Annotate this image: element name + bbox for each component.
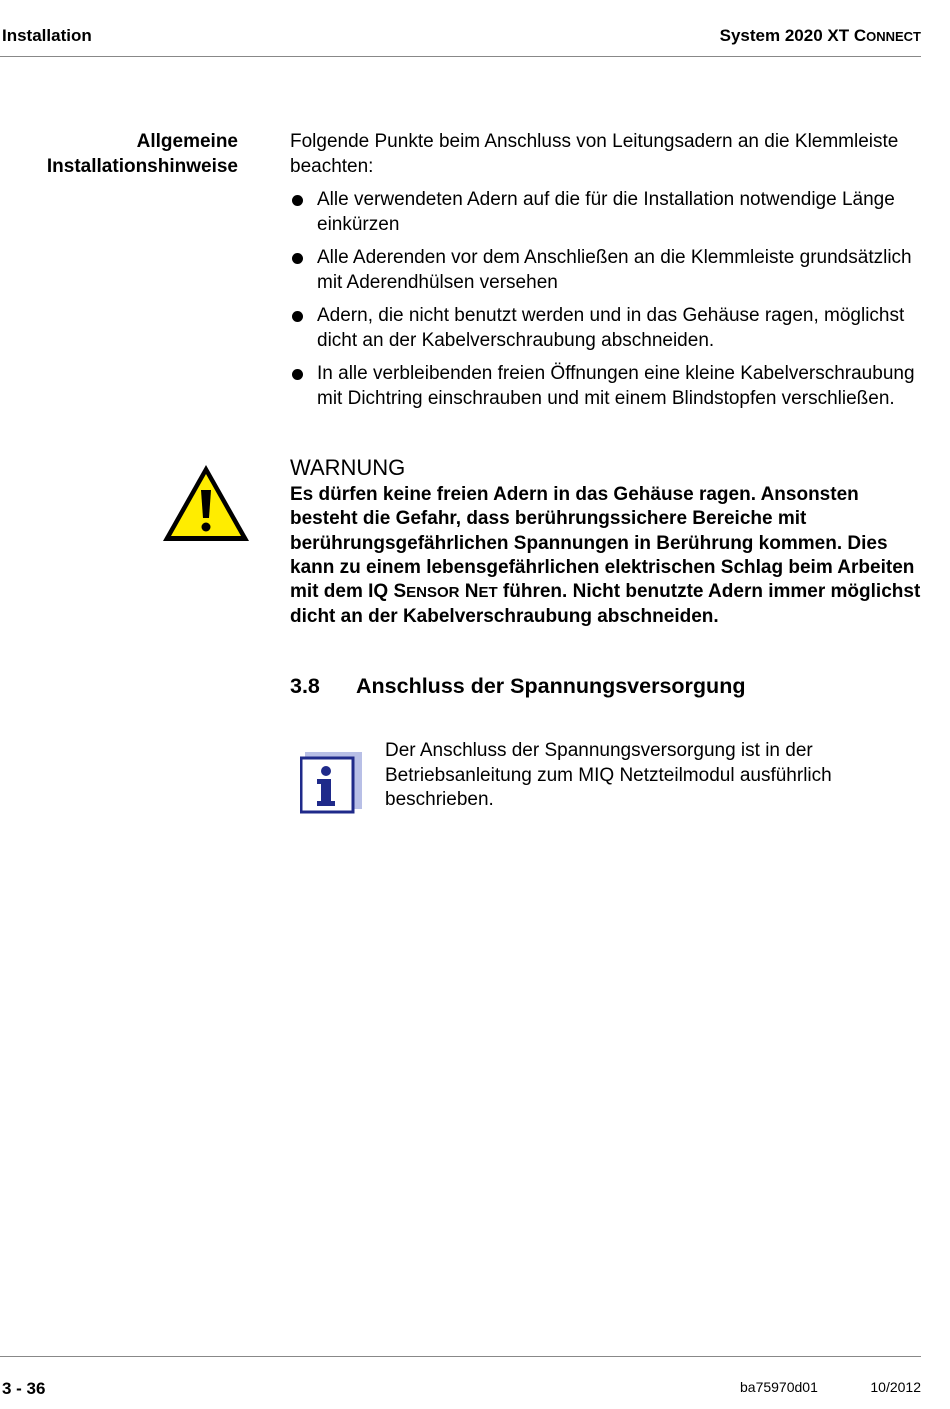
header-product-name: System 2020 XT CONNECT	[719, 26, 921, 45]
warning-triangle-icon	[160, 462, 252, 544]
list-item: Alle Aderenden vor dem Anschließen an die Klemmleiste grundsätzlich mit Aderendhülsen versehen	[290, 246, 930, 295]
list-item: Alle verwendeten Adern auf die für die Installation notwendige Länge einkürzen	[290, 188, 930, 237]
main-content	[290, 130, 930, 420]
document-date: 10/2012	[870, 1379, 921, 1395]
list-item: In alle verbleibenden freien Öffnungen eine kleine Kabelverschraubung mit Dichtring einschrauben und mit einem Blindstopfen verschließen.	[290, 362, 930, 411]
side-heading: Allgemeine Installationshinweise	[46, 131, 238, 177]
warning-title: WARNUNG	[290, 455, 406, 480]
page-number: 3 - 36	[2, 1379, 46, 1398]
section-heading: 3.8 Anschluss der Spannungsversorgung	[290, 674, 746, 698]
info-icon	[300, 752, 362, 814]
header-section-title: Installation	[2, 26, 92, 45]
list-item: Adern, die nicht benutzt werden und in das Gehäuse ragen, möglichst dicht an der Kabelverschraubung abschneiden.	[290, 304, 930, 353]
document-id: ba75970d01	[740, 1379, 818, 1395]
intro-text: Folgende Punkte beim Anschluss von Leitungsadern an die Klemmleiste beachten:	[290, 131, 899, 177]
warning-text: Es dürfen keine freien Adern in das Gehäuse ragen. Ansonsten besteht die Gefahr, dass berührungssichere Bereiche mit berührungsgefährlichen Spannungen in Berührung kommen. Dies kann zu einem lebensgefährlichen elektrischen Schlag beim Arbeiten mit dem IQ SENSOR NET führen. Nicht benutzte Adern immer möglichst dicht an der Kabelverschraubung abschneiden.	[290, 484, 921, 628]
info-text: Der Anschluss der Spannungsversorgung ist in der Betriebsanleitung zum MIQ Netzteilmodul ausführlich beschrieben.	[385, 740, 832, 810]
bullet-list	[290, 188, 930, 411]
header-rule	[0, 56, 921, 57]
footer-rule	[0, 1356, 921, 1357]
